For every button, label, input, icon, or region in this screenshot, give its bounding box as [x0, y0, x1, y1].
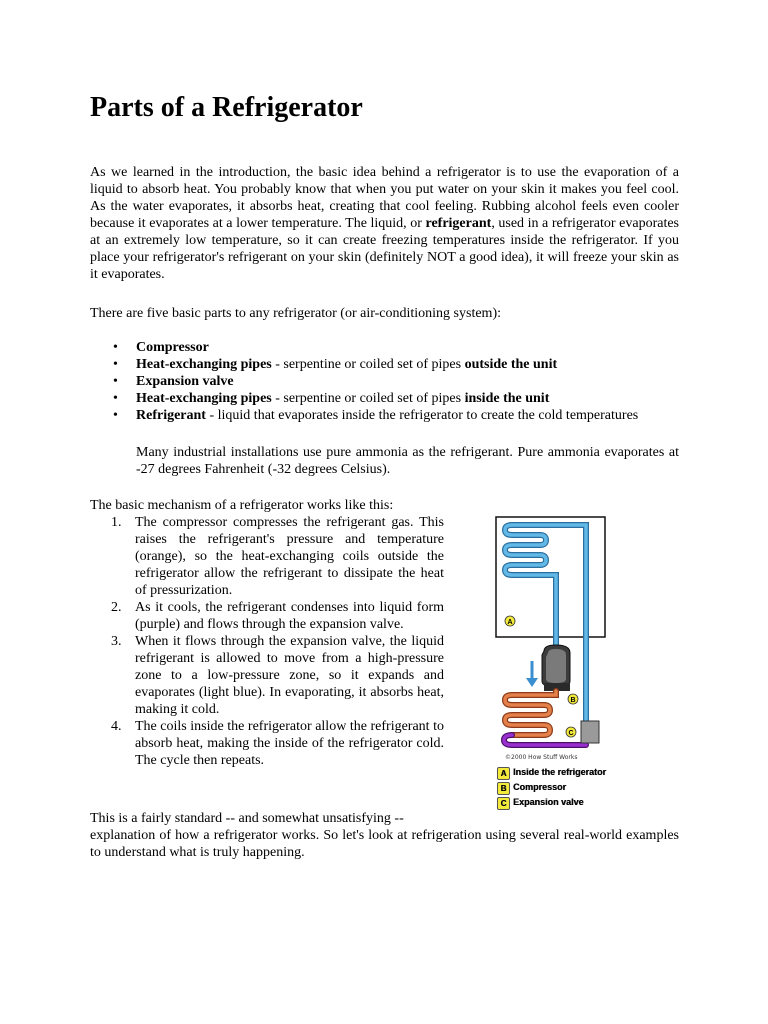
- part-emph: inside the unit: [464, 391, 550, 406]
- list-item: [90, 356, 690, 373]
- intro-paragraph: [90, 164, 679, 283]
- step-item: [90, 718, 444, 769]
- step-number: 2.: [111, 600, 122, 615]
- part-name: Expansion valve: [136, 374, 234, 389]
- inside-coils: [505, 525, 546, 575]
- legend-item-inside: [497, 766, 606, 780]
- flow-arrowhead-icon: [526, 678, 538, 687]
- step-text: As it cools, the refrigerant condenses into liquid form (purple) and flows through the expansion valve.: [135, 600, 444, 632]
- legend-item-compressor: [497, 781, 566, 795]
- bullet-icon: •: [113, 340, 118, 355]
- list-item: [90, 373, 690, 390]
- closing-paragraph: explanation of how a refrigerator works. So let's look at refrigeration using several real-world examples to understand what is truly happening.: [90, 828, 679, 860]
- bullet-icon: •: [113, 391, 118, 406]
- step-item: [90, 599, 444, 633]
- label-c: C: [568, 730, 574, 737]
- step-text: The compressor compresses the refrigerant gas. This raises the refrigerant's pressure and temperature (orange), so the heat-exchanging coils outside the refrigerator allow the refrigerant to dissipate the heat of pressurization.: [135, 515, 444, 598]
- ammonia-note: Many industrial installations use pure ammonia as the refrigerant. Pure ammonia evaporates at -27 degrees Fahrenheit (-32 degrees Celsius).: [136, 445, 679, 477]
- list-item: [90, 339, 690, 356]
- bullet-icon: •: [113, 357, 118, 372]
- mechanism-intro: The basic mechanism of a refrigerator works like this:: [90, 498, 394, 513]
- intro-text-2: , used in a refrigerator evaporates at an extremely low temperature, so it can create freezing temperatures inside the refrigerator. If you place your refrigerator's refrigerant on your skin (definitely NOT a good idea), it will freeze your skin as it evaporates.: [90, 216, 679, 282]
- label-b: B: [570, 697, 576, 704]
- legend-badge: C: [497, 797, 510, 810]
- bullet-icon: •: [113, 374, 118, 389]
- expansion-valve: [581, 721, 599, 743]
- step-text: When it flows through the expansion valve, the liquid refrigerant is allowed to move from a high-pressure zone to a low-pressure zone, so it expands and evaporates (light blue). In evaporating, it absorbs heat, making it cold.: [135, 634, 444, 717]
- closing-line-1: This is a fairly standard -- and somewhat unsatisfying --: [90, 811, 404, 826]
- legend-label: Inside the refrigerator: [513, 767, 607, 777]
- legend-label: Expansion valve: [513, 797, 584, 807]
- page-title: Parts of a Refrigerator: [90, 92, 363, 123]
- bullet-icon: •: [113, 408, 118, 423]
- intro-bold-term: refrigerant: [425, 216, 492, 231]
- step-number: 4.: [111, 719, 122, 734]
- legend-badge: A: [497, 767, 510, 780]
- part-desc: - serpentine or coiled set of pipes: [271, 391, 465, 406]
- part-emph: outside the unit: [464, 357, 558, 372]
- intro-text-1: As we learned in the introduction, the basic idea behind a refrigerator is to use the evaporation of a liquid to absorb heat. You probably know that when you put water on your skin it makes you feel cool. As the water evaporates, it absorbs heat, creating that cool feeling. Rubbing alcohol feels even cooler because it evaporates at a lower temperature. The liquid, or: [90, 165, 679, 231]
- legend-badge: B: [497, 782, 510, 795]
- five-parts-intro: There are five basic parts to any refrigerator (or air-conditioning system):: [90, 306, 501, 321]
- part-name: Heat-exchanging pipes: [136, 391, 272, 406]
- mechanism-steps: [90, 514, 444, 769]
- step-item: [90, 633, 444, 718]
- legend-item-valve: [497, 796, 584, 810]
- step-number: 1.: [111, 515, 122, 530]
- list-item: [90, 407, 690, 424]
- figure-credit: ©2000 How Stuff Works: [505, 754, 578, 761]
- compressor: [542, 645, 570, 691]
- list-item: [90, 390, 690, 407]
- part-name: Compressor: [136, 340, 209, 355]
- parts-list: [90, 339, 690, 424]
- legend-label: Compressor: [513, 782, 567, 792]
- part-name: Heat-exchanging pipes: [136, 357, 272, 372]
- step-number: 3.: [111, 634, 122, 649]
- part-desc: - liquid that evaporates inside the refrigerator to create the cold temperatures: [205, 408, 639, 423]
- step-item: [90, 514, 444, 599]
- part-name: Refrigerant: [136, 408, 206, 423]
- part-desc: - serpentine or coiled set of pipes: [271, 357, 465, 372]
- label-a: A: [507, 619, 513, 626]
- step-text: The coils inside the refrigerator allow the refrigerant to absorb heat, making the inside of the refrigerator cold. The cycle then repeats.: [135, 719, 444, 768]
